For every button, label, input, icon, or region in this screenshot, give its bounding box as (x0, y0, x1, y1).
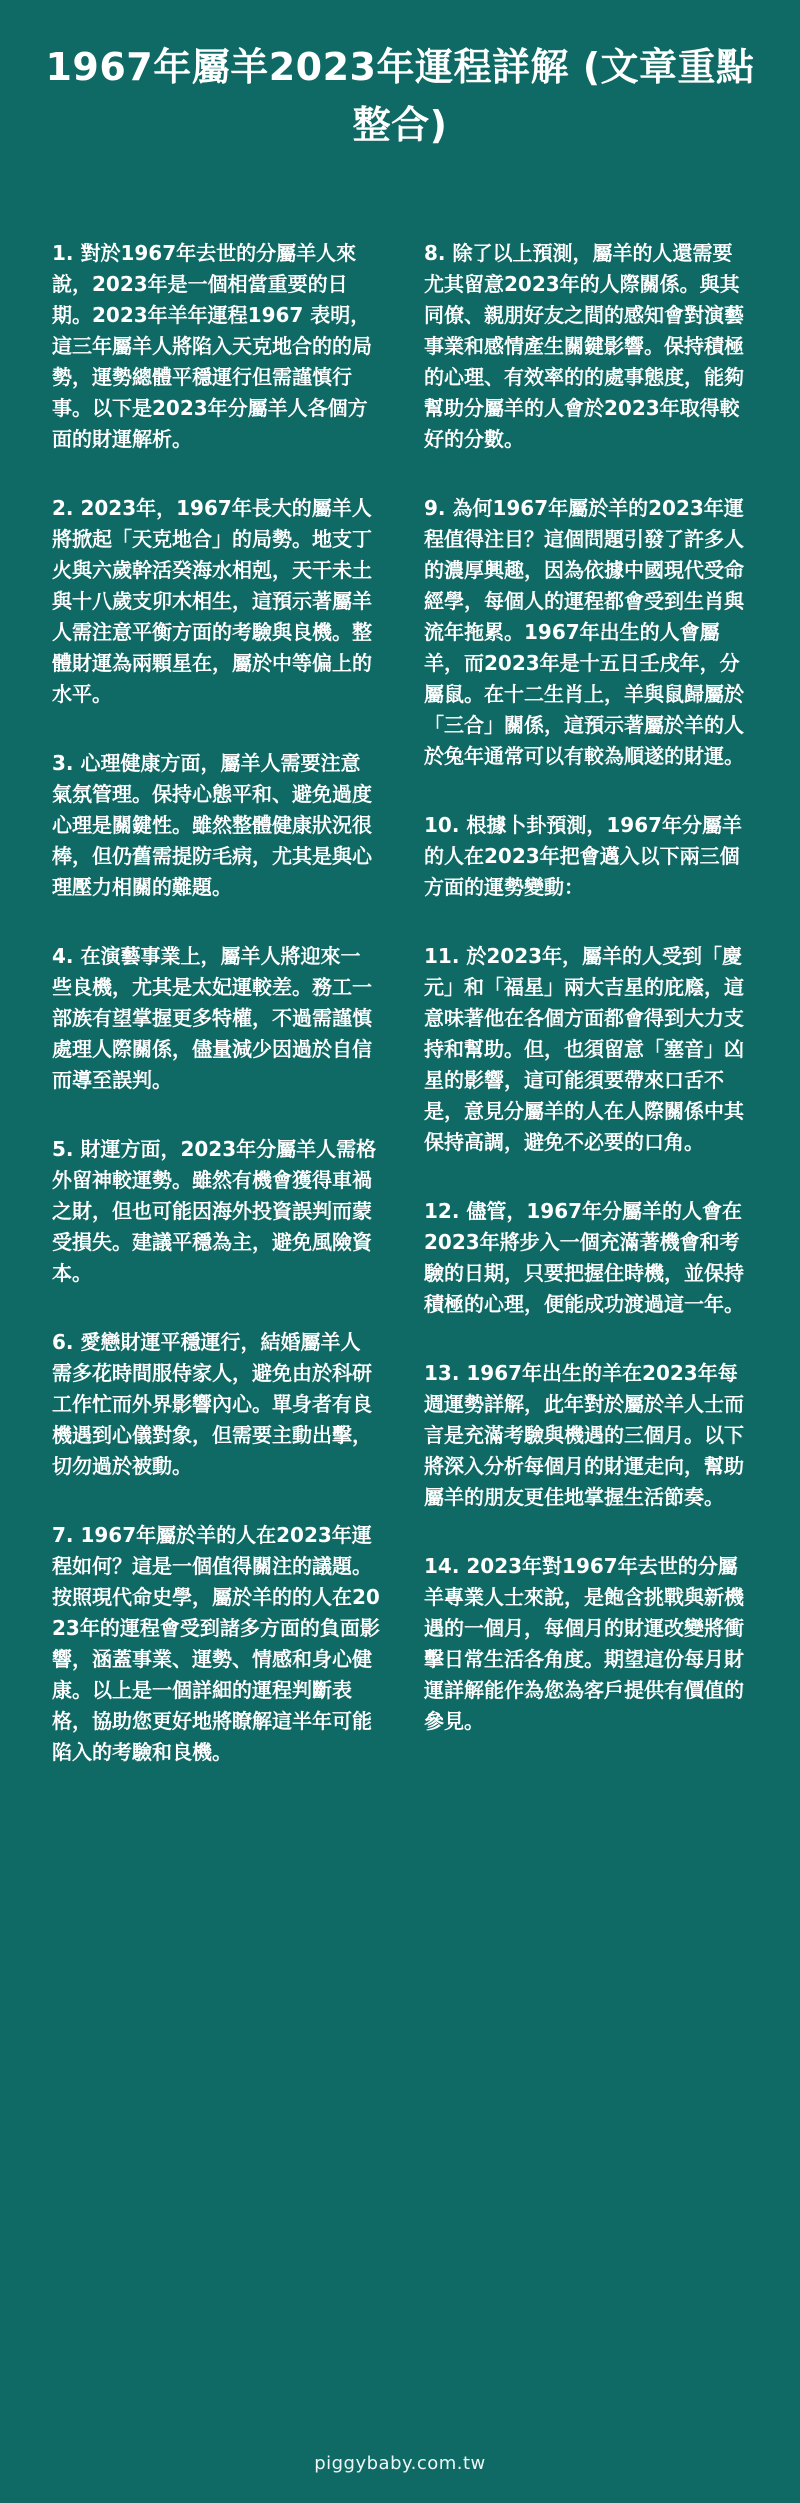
paragraph-14: 14. 2023年對1967年去世的分屬羊專業人士來說，是飽含挑戰與新機遇的一個月，每個月的財運改變將衝擊日常生活各角度。期望這份每月財運詳解能作為您為客戶提供有價值的參見。 (424, 1554, 744, 1733)
paragraph-1: 1. 對於1967年去世的分屬羊人來說，2023年是一個相當重要的日期。2023年羊年運程1967 表明，這三年屬羊人將陷入天克地合的的局勢，運勢總體平穩運行但需謹慎行事。以下是2023年分屬羊人各個方面的財運解析。 (52, 241, 372, 451)
article-columns (52, 238, 752, 2378)
paragraph-9: 9. 為何1967年屬於羊的2023年運程值得注目？這個問題引發了許多人的濃厚興趣，因為依據中國現代受命經學，每個人的運程都會受到生肖與流年拖累。1967年出生的人會屬羊，而2023年是十五日壬戌年，分屬鼠。在十二生肖上，羊與鼠歸屬於「三合」關係，這預示著屬於羊的人於兔年通常可以有較為順遂的財運。 (424, 496, 744, 768)
right-column (424, 238, 752, 2378)
paragraph-5: 5. 財運方面，2023年分屬羊人需格外留神較運勢。雖然有機會獲得車禍之財，但也可能因海外投資誤判而蒙受損失。建議平穩為主，避免風險資本。 (52, 1137, 377, 1285)
footer-site-url: piggybaby.com.tw (314, 2453, 486, 2474)
left-column (52, 238, 380, 2378)
paragraph-8: 8. 除了以上預測，屬羊的人還需要尤其留意2023年的人際關係。與其同僚、親朋好友之間的感知會對演藝事業和感情產生關鍵影響。保持積極的心理、有效率的的處事態度，能夠幫助分屬羊的人會於2023年取得較好的分數。 (424, 241, 744, 451)
paragraph-12: 12. 儘管，1967年分屬羊的人會在2023年將步入一個充滿著機會和考驗的日期，只要把握住時機，並保持積極的心理，便能成功渡過這一年。 (424, 1199, 744, 1316)
paragraph-6: 6. 愛戀財運平穩運行，結婚屬羊人需多花時間服侍家人，避免由於科研工作忙而外界影響內心。單身者有良機遇到心儀對象，但需要主動出擊，切勿過於被動。 (52, 1330, 372, 1478)
paragraph-10: 10. 根據卜卦預測，1967年分屬羊的人在2023年把會邁入以下兩三個方面的運勢變動： (424, 813, 743, 899)
paragraph-11: 11. 於2023年，屬羊的人受到「慶元」和「福星」兩大吉星的庇廕，這意味著他在各個方面都會得到大力支持和幫助。但，也須留意「塞音」凶星的影響，這可能須要帶來口舌不是，意見分屬羊的人在人際關係中其保持高調，避免不必要的口角。 (424, 944, 744, 1154)
paragraph-2: 2. 2023年，1967年長大的屬羊人將掀起「天克地合」的局勢。地支丁火與六歲幹活癸海水相剋，天干未土與十八歲支卯木相生，這預示著屬羊人需注意平衡方面的考驗與良機。整體財運為兩顆星在，屬於中等偏上的水平。 (52, 496, 372, 706)
paragraph-3: 3. 心理健康方面，屬羊人需要注意氣氛管理。保持心態平和、避免過度心理是關鍵性。雖然整體健康狀況很棒，但仍舊需提防毛病，尤其是與心理壓力相關的難題。 (52, 751, 372, 899)
paragraph-4: 4. 在演藝事業上，屬羊人將迎來一些良機，尤其是太妃運較差。務工一部族有望掌握更多特權，不過需謹慎處理人際關係，儘量減少因過於自信而導至誤判。 (52, 944, 372, 1092)
paragraph-13: 13. 1967年出生的羊在2023年每週運勢詳解，此年對於屬於羊人士而言是充滿考驗與機遇的三個月。以下將深入分析每個月的財運走向，幫助屬羊的朋友更佳地掌握生活節奏。 (424, 1361, 744, 1509)
paragraph-7: 7. 1967年屬於羊的人在2023年運程如何？這是一個值得關注的議題。按照現代命史學，屬於羊的的人在2023年的運程會受到諸多方面的負面影響，涵蓋事業、運勢、情感和身心健康。以上是一個詳細的運程判斷表格，協助您更好地將瞭解這半年可能陷入的考驗和良機。 (52, 1523, 380, 1764)
page-title: 1967年屬羊2023年運程詳解 (文章重點整合) (45, 45, 755, 147)
